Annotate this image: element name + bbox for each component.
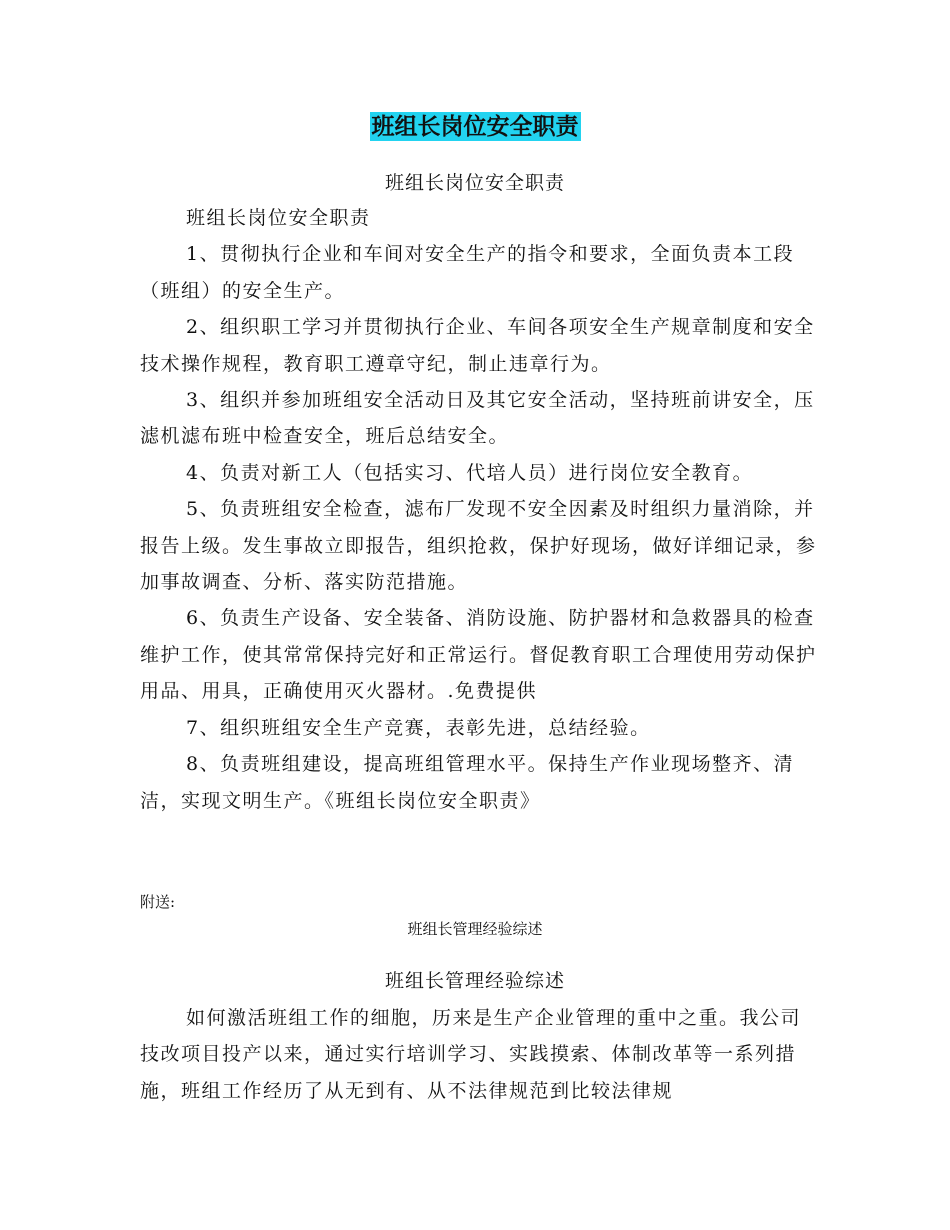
- appendix-title: 班组长管理经验综述: [384, 970, 565, 992]
- duty-item-8: 8、负责班组建设，提高班组管理水平。保持生产作业现场整齐、清洁，实现文明生产。《班组长岗位安全职责》: [140, 753, 795, 812]
- document-title: [0, 110, 950, 144]
- duty-item-2: 2、组织职工学习并贯彻执行企业、车间各项安全生产规章制度和安全技术操作规程，教育职工遵章守纪，制止违章行为。: [140, 316, 815, 375]
- duty-item-1: 1、贯彻执行企业和车间对安全生产的指令和要求，全面负责本工段（班组）的安全生产。: [140, 243, 795, 302]
- duty-item-6: 6、负责生产设备、安全装备、消防设施、防护器材和急救器具的检查维护工作，使其常常保持完好和正常运行。督促教育职工合理使用劳动保护用品、用具，正确使用灭火器材。.免费提供: [140, 607, 817, 703]
- highlighted-title-text: 班组长岗位安全职责: [371, 113, 579, 140]
- appendix-body: [140, 1000, 820, 1109]
- duties-intro: 班组长岗位安全职责: [186, 207, 371, 229]
- appendix-label: 附送:: [140, 893, 176, 911]
- document-subtitle: 班组长岗位安全职责: [384, 172, 565, 194]
- duty-item-3: 3、组织并参加班组安全活动日及其它安全活动，坚持班前讲安全，压滤机滤布班中检查安全，班后总结安全。: [140, 389, 815, 448]
- duty-item-4: 4、负责对新工人（包括实习、代培人员）进行岗位安全教育。: [186, 461, 754, 484]
- appendix-paragraph: 如何激活班组工作的细胞，历来是生产企业管理的重中之重。我公司技改项目投产以来，通过实行培训学习、实践摸索、体制改革等一系列措施，班组工作经历了从无到有、从不法律规范到比较法律规: [140, 1007, 802, 1102]
- duties-body: [140, 200, 820, 819]
- duty-item-7: 7、组织班组安全生产竞赛，表彰先进，总结经验。: [186, 716, 651, 739]
- appendix-small-title: 班组长管理经验综述: [407, 920, 543, 938]
- duty-item-5: 5、负责班组安全检查，滤布厂发现不安全因素及时组织力量消除，并报告上级。发生事故立即报告，组织抢救，保护好现场，做好详细记录，参加事故调查、分析、落实防范措施。: [140, 498, 817, 594]
